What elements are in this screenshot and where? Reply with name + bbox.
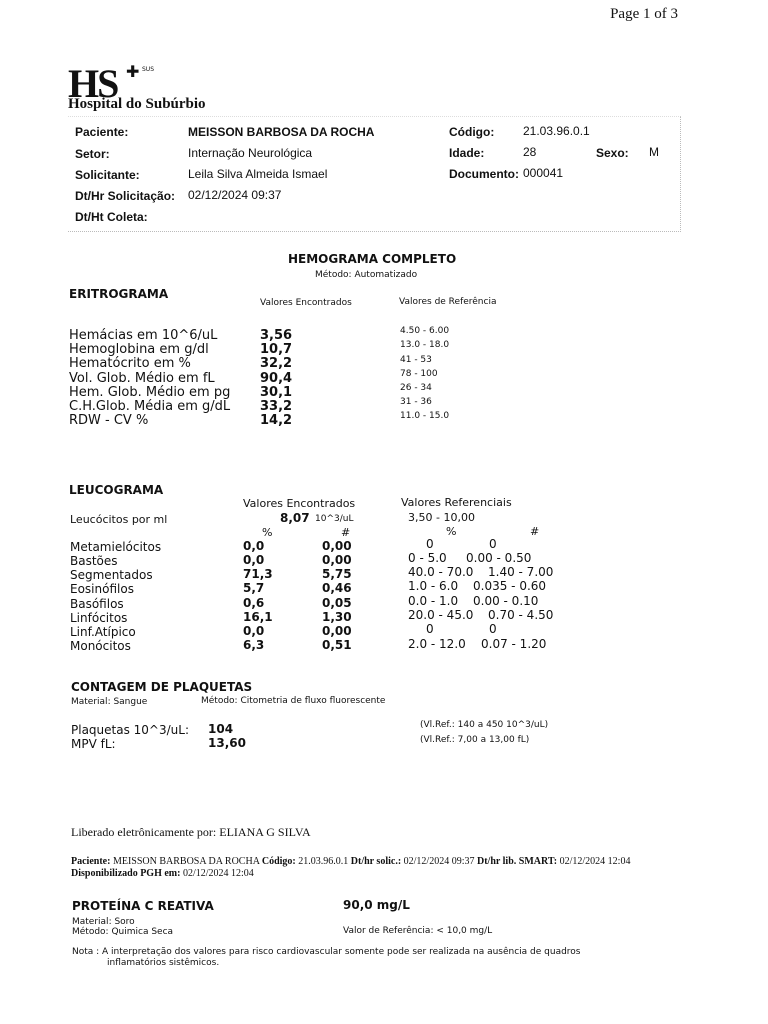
pcr-material: Material: Soro [72,917,135,927]
leuco-row-abs: 0,00 [322,624,352,638]
erit-row-ref: 13.0 - 18.0 [400,340,450,350]
plus-icon: ✚ [126,62,140,81]
erit-row-label: Hemácias em 10^6/uL [69,328,218,343]
setor-label: Setor: [75,147,110,161]
page-number: Page 1 of 3 [610,6,678,22]
release-paciente-label: Paciente: [71,856,111,867]
erit-row-value: 90,4 [260,371,293,386]
leuco-row-ref-abs: 0.035 - 0.60 [473,579,547,593]
disponibilizado-value: 02/12/2024 12:04 [182,868,254,879]
dthr-solicitacao-label: Dt/Hr Solicitação: [75,189,176,203]
documento-label: Documento: [449,167,519,181]
sexo-label: Sexo: [596,146,629,160]
hospital-logo [68,60,228,120]
pct-header: % [262,526,273,539]
leuco-row-ref-abs: 0 [489,622,497,636]
leuco-row-abs: 1,30 [322,610,352,624]
plaquetas-label: Plaquetas 10^3/uL: [71,723,189,737]
leucocitos-value: 8,07 [280,511,310,525]
leuco-row-label: Metamielócitos [70,540,162,554]
mpv-ref: (Vl.Ref.: 7,00 a 13,00 fL) [420,735,530,745]
leucocitos-ref: 3,50 - 10,00 [408,511,475,524]
codigo-value: 21.03.96.0.1 [523,124,590,138]
leuco-row-label: Linf.Atípico [70,625,136,639]
liberado-text: Liberado eletrônicamente por: ELIANA G SILVA [71,825,311,839]
eritrograma-col-found: Valores Encontrados [260,298,352,308]
pcr-value: 90,0 mg/L [343,898,410,912]
disponibilizado-label: Disponibilizado PGH em: [71,868,181,879]
erit-row-value: 33,2 [260,399,293,414]
leuco-row-pct: 0,6 [243,596,265,610]
release-line-1 [71,856,630,867]
leuco-row-pct: 16,1 [243,610,273,624]
plaquetas-ref: (Vl.Ref.: 140 a 450 10^3/uL) [420,720,549,730]
pcr-title: PROTEÍNA C REATIVA [72,899,214,913]
leuco-row-pct: 0,0 [243,539,265,553]
erit-row-label: Hemoglobina em g/dl [69,342,209,357]
sexo-value: M [649,145,659,159]
leuco-row-ref-abs: 0.00 - 0.50 [466,551,532,565]
leuco-row-ref-pct: 0 - 5.0 [408,551,447,565]
release-dthr-lib-label: Dt/hr lib. SMART: [477,856,558,867]
leuco-row-pct: 5,7 [243,581,265,595]
pcr-note-line-2: inflamatórios sistêmicos. [107,958,220,968]
eritrograma-col-ref: Valores de Referência [399,297,497,307]
erit-row-ref: 4.50 - 6.00 [400,326,450,336]
leucograma-col-found: Valores Encontrados [243,497,356,510]
documento-value: 000041 [523,166,564,180]
logo-mark: HS [68,61,118,106]
release-dthr-lib-value: 02/12/2024 12:04 [559,856,631,867]
leucograma-col-ref: Valores Referenciais [401,496,512,509]
leuco-row-ref-pct: 20.0 - 45.0 [408,608,474,622]
erit-row-value: 3,56 [260,328,293,343]
eritrograma-title: ERITROGRAMA [69,287,169,301]
leuco-row-ref-pct: 0 [426,537,434,551]
leuco-row-pct: 6,3 [243,638,265,652]
leuco-row-abs: 5,75 [322,567,352,581]
leuco-row-abs: 0,46 [322,581,352,595]
leucograma-title: LEUCOGRAMA [69,483,164,497]
leuco-row-label: Segmentados [70,568,153,582]
leuco-row-ref-pct: 40.0 - 70.0 [408,565,474,579]
leuco-row-ref-abs: 0.00 - 0.10 [473,594,539,608]
leuco-row-ref-pct: 0.0 - 1.0 [408,594,459,608]
codigo-label: Código: [449,125,495,139]
leuco-row-ref-abs: 0 [489,537,497,551]
hospital-name: Hospital do Subúrbio [68,96,206,112]
leuco-row-ref-pct: 1.0 - 6.0 [408,579,459,593]
plaquetas-title: CONTAGEM DE PLAQUETAS [71,680,253,694]
release-line-2 [71,868,254,879]
erit-row-label: C.H.Glob. Média em g/dL [69,399,231,414]
leuco-row-abs: 0,51 [322,638,352,652]
pcr-ref: Valor de Referência: < 10,0 mg/L [343,926,493,936]
erit-row-value: 14,2 [260,413,293,428]
erit-row-value: 30,1 [260,385,293,400]
idade-value: 28 [523,145,537,159]
leuco-row-abs: 0,05 [322,596,352,610]
leuco-row-pct: 0,0 [243,553,265,567]
leuco-row-label: Linfócitos [70,611,128,625]
erit-row-ref: 78 - 100 [400,369,438,379]
release-codigo-label: Código: [261,856,296,867]
erit-row-ref: 41 - 53 [400,355,432,365]
pcr-method: Método: Quimica Seca [72,927,174,937]
erit-row-ref: 26 - 34 [400,383,432,393]
paciente-label: Paciente: [75,125,129,139]
mpv-value: 13,60 [208,736,246,750]
leuco-row-label: Eosinófilos [70,582,134,596]
leucocitos-label: Leucócitos por ml [70,513,168,526]
logo-sus: SUS [142,66,155,73]
hemograma-method: Método: Automatizado [315,270,418,280]
leuco-row-ref-abs: 0.07 - 1.20 [481,637,547,651]
solicitante-value: Leila Silva Almeida Ismael [188,167,328,181]
leuco-row-ref-abs: 1.40 - 7.00 [488,565,554,579]
leuco-row-abs: 0,00 [322,539,352,553]
erit-row-value: 32,2 [260,356,293,371]
ref-pct-header: % [446,525,457,538]
erit-row-label: RDW - CV % [69,413,149,428]
release-paciente-value: MEISSON BARBOSA DA ROCHA [112,856,260,867]
leuco-row-pct: 0,0 [243,624,265,638]
plaquetas-method: Método: Citometria de fluxo fluorescente [201,696,386,706]
leuco-row-ref-abs: 0.70 - 4.50 [488,608,554,622]
leuco-row-label: Basófilos [70,597,124,611]
erit-row-ref: 31 - 36 [400,397,432,407]
leucocitos-unit: 10^3/uL [315,514,354,524]
idade-label: Idade: [449,146,485,160]
release-dthr-sol-label: Dt/hr solic.: [350,856,402,867]
setor-value: Internação Neurológica [188,146,313,160]
leuco-row-label: Bastões [70,554,118,568]
dthr-solicitacao-value: 02/12/2024 09:37 [188,188,282,202]
dtht-coleta-label: Dt/Ht Coleta: [75,210,148,224]
plaquetas-material: Material: Sangue [71,697,148,707]
leuco-row-ref-pct: 0 [426,622,434,636]
paciente-value: MEISSON BARBOSA DA ROCHA [188,125,375,139]
erit-row-label: Hem. Glob. Médio em pg [69,385,231,400]
leuco-row-label: Monócitos [70,639,131,653]
erit-row-label: Vol. Glob. Médio em fL [69,371,215,386]
erit-row-ref: 11.0 - 15.0 [400,411,450,421]
leuco-row-pct: 71,3 [243,567,273,581]
hemograma-title: HEMOGRAMA COMPLETO [288,252,457,266]
leuco-row-abs: 0,00 [322,553,352,567]
erit-row-value: 10,7 [260,342,293,357]
abs-header: # [341,526,351,539]
plaquetas-value: 104 [208,722,234,736]
release-codigo-value: 21.03.96.0.1 [298,856,349,867]
mpv-label: MPV fL: [71,737,116,751]
erit-row-label: Hematócrito em % [69,356,191,371]
leuco-row-ref-pct: 2.0 - 12.0 [408,637,466,651]
pcr-note-line-1: Nota : A interpretação dos valores para risco cardiovascular somente pode ser realizada na ausência de quadros [72,947,581,957]
ref-abs-header: # [530,525,540,538]
solicitante-label: Solicitante: [75,168,140,182]
release-dthr-sol-value: 02/12/2024 09:37 [403,856,475,867]
